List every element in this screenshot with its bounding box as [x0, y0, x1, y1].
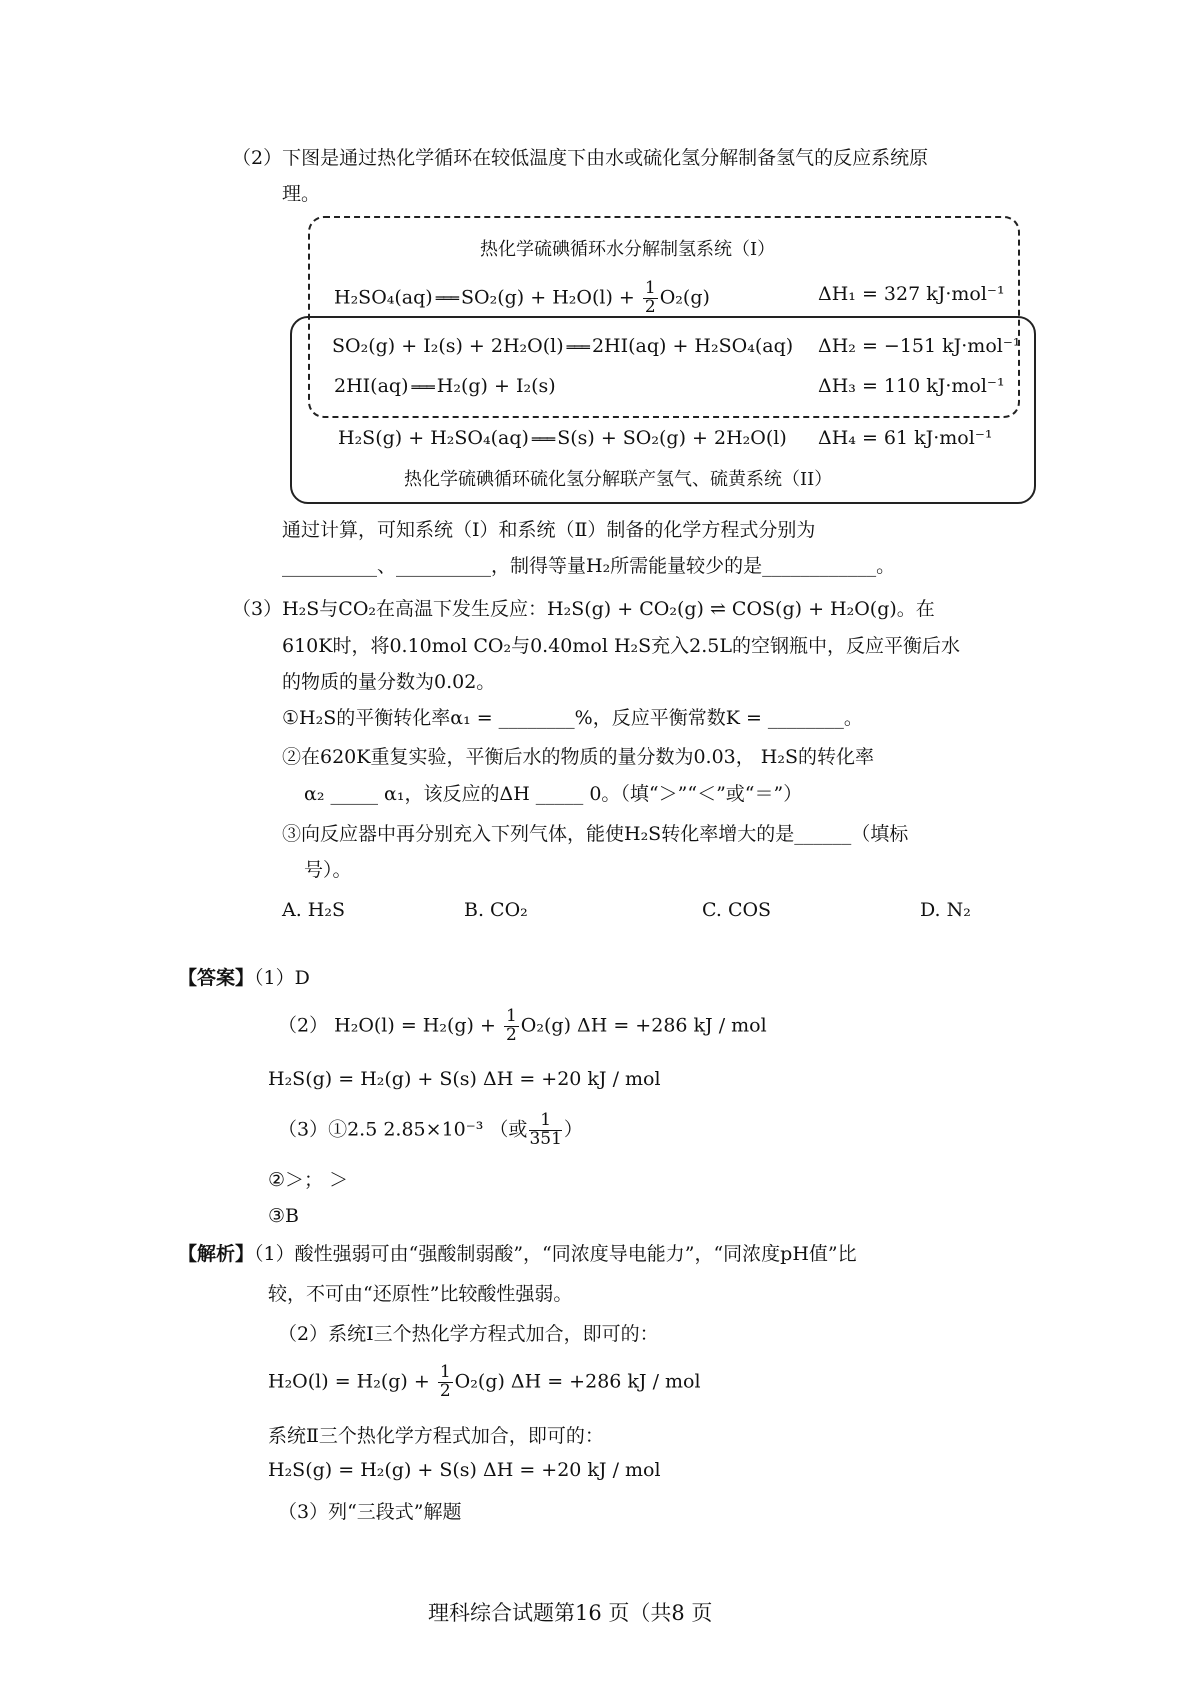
equals-arrow-icon: ═══: [531, 432, 555, 448]
option-a: A. H₂S: [282, 899, 346, 921]
fraction-one-half: [643, 280, 658, 317]
option-d: D. N₂: [920, 899, 971, 921]
answer-2-line2: H₂S(g) = H₂(g) + S(s) ΔH = +20 kJ / mol: [268, 1068, 661, 1090]
fraction-one-half: [504, 1008, 519, 1045]
reaction-2-rhs: 2HI(aq) + H₂SO₄(aq): [591, 335, 794, 357]
analysis-p2-intro: （2）系统Ⅰ三个热化学方程式加合，即可的：: [278, 1323, 659, 1345]
answer-3-suffix: ）: [563, 1118, 583, 1141]
analysis-p2-eq-prefix: H₂O(l) = H₂(g) +: [268, 1370, 436, 1393]
after-diagram-line2: __________、__________，制得等量H₂所需能量较少的是____________。: [282, 555, 896, 577]
analysis-p1-line1: （1）酸性强弱可由“强酸制弱酸”，“同浓度导电能力”，“同浓度pH值”比: [254, 1243, 857, 1265]
answer-tag: 【答案】: [178, 967, 255, 989]
fraction-one-half: [438, 1364, 453, 1401]
reaction-1: [334, 280, 710, 317]
after-diagram-line1: 通过计算，可知系统（Ⅰ）和系统（Ⅱ）制备的化学方程式分别为: [282, 519, 816, 541]
answer-3-2: ②＞； ＞: [268, 1169, 349, 1191]
reaction-4: [338, 426, 787, 451]
q3-line2: 610K时，将0.10mol CO₂与0.40mol H₂S充入2.5L的空钢瓶中，反应平衡后水: [282, 635, 960, 657]
fraction-numerator: 1: [505, 1006, 517, 1026]
reaction-1-rhs-tail: O₂(g): [659, 286, 710, 309]
q2-intro-line2: 理。: [282, 183, 321, 205]
fraction-numerator: 1: [529, 1112, 561, 1131]
analysis-tag: 【解析】: [178, 1243, 255, 1265]
system1-title: 热化学硫碘循环水分解制氢系统（I）: [480, 239, 776, 260]
reaction-4-lhs: H₂S(g) + H₂SO₄(aq): [338, 427, 529, 449]
answer-block: [178, 966, 310, 991]
reaction-4-rhs: S(s) + SO₂(g) + 2H₂O(l): [557, 427, 787, 449]
analysis-p3: （3）列“三段式”解题: [278, 1501, 462, 1523]
q3-sub2b: α₂ _____ α₁，该反应的ΔH _____ 0。（填“＞”“＜”或“＝”）: [304, 783, 803, 805]
reaction-2-dh: ΔH₂ = −151 kJ·mol⁻¹: [818, 335, 1021, 357]
q3-sub1: ①H₂S的平衡转化率α₁ = ________%，反应平衡常数K = ________。: [282, 707, 863, 729]
fraction-denominator: 2: [505, 1024, 517, 1045]
answer-1: （1）D: [254, 967, 310, 989]
reaction-3-dh: ΔH₃ = 110 kJ·mol⁻¹: [818, 375, 1005, 397]
answer-2-line1: [278, 1008, 767, 1045]
analysis-block: [178, 1242, 857, 1267]
analysis-p2-eq-suffix: O₂(g) ΔH = +286 kJ / mol: [454, 1370, 701, 1393]
system2-title: 热化学硫碘循环硫化氢分解联产氢气、硫黄系统（II）: [404, 469, 833, 490]
q3-line1: （3）H₂S与CO₂在高温下发生反应：H₂S(g) + CO₂(g) ⇌ COS(g) + H₂O(g)。在: [232, 598, 935, 620]
q2-intro-line1: （2）下图是通过热化学循环在较低温度下由水或硫化氢分解制备氢气的反应系统原: [232, 147, 929, 169]
equals-arrow-icon: ═══: [411, 380, 434, 396]
option-c: C. COS: [702, 899, 772, 921]
answer-3-line1: [278, 1112, 583, 1149]
fraction-one-over-351: [529, 1112, 561, 1149]
reaction-3-rhs: H₂(g) + I₂(s): [436, 375, 556, 397]
reaction-1-lhs: H₂SO₄(aq): [334, 286, 433, 309]
answer-2-suffix: O₂(g) ΔH = +286 kJ / mol: [520, 1014, 767, 1037]
q3-line3: 的物质的量分数为0.02。: [282, 671, 496, 693]
fraction-numerator: 1: [644, 278, 656, 298]
reaction-2-lhs: SO₂(g) + I₂(s) + 2H₂O(l): [332, 335, 564, 357]
analysis-p2-eq2: H₂S(g) = H₂(g) + S(s) ΔH = +20 kJ / mol: [268, 1459, 661, 1481]
answer-2-prefix: （2） H₂O(l) = H₂(g) +: [278, 1014, 502, 1037]
equals-arrow-icon: ═══: [566, 340, 589, 356]
answer-3-3: ③B: [268, 1205, 299, 1227]
q3-sub3b: 号）。: [304, 859, 352, 881]
analysis-p2-eq: [268, 1364, 701, 1401]
reaction-1-rhs: SO₂(g) + H₂O(l) +: [461, 286, 641, 309]
page-footer: 理科综合试题第16 页（共8 页: [428, 1601, 713, 1625]
fraction-denominator: 2: [439, 1380, 451, 1401]
reaction-3: [334, 374, 556, 399]
reaction-2: [332, 334, 793, 359]
fraction-denominator: 2: [644, 296, 656, 317]
analysis-p1-line2: 较，不可由“还原性”比较酸性强弱。: [268, 1283, 573, 1305]
analysis-p2-sys2: 系统Ⅱ三个热化学方程式加合，即可的：: [268, 1425, 604, 1447]
q3-sub2a: ②在620K重复实验，平衡后水的物质的量分数为0.03， H₂S的转化率: [282, 746, 875, 768]
fraction-numerator: 1: [439, 1362, 451, 1382]
reaction-1-dh: ΔH₁ = 327 kJ·mol⁻¹: [818, 283, 1005, 305]
reaction-3-lhs: 2HI(aq): [334, 375, 409, 397]
answer-3-prefix: （3）①2.5 2.85×10⁻³ （或: [278, 1118, 528, 1141]
fraction-denominator: 351: [529, 1128, 562, 1149]
option-b: B. CO₂: [464, 899, 528, 921]
equals-arrow-icon: ═══: [435, 291, 459, 308]
q3-sub3a: ③向反应器中再分别充入下列气体，能使H₂S转化率增大的是______（填标: [282, 823, 909, 845]
reaction-4-dh: ΔH₄ = 61 kJ·mol⁻¹: [818, 427, 993, 449]
